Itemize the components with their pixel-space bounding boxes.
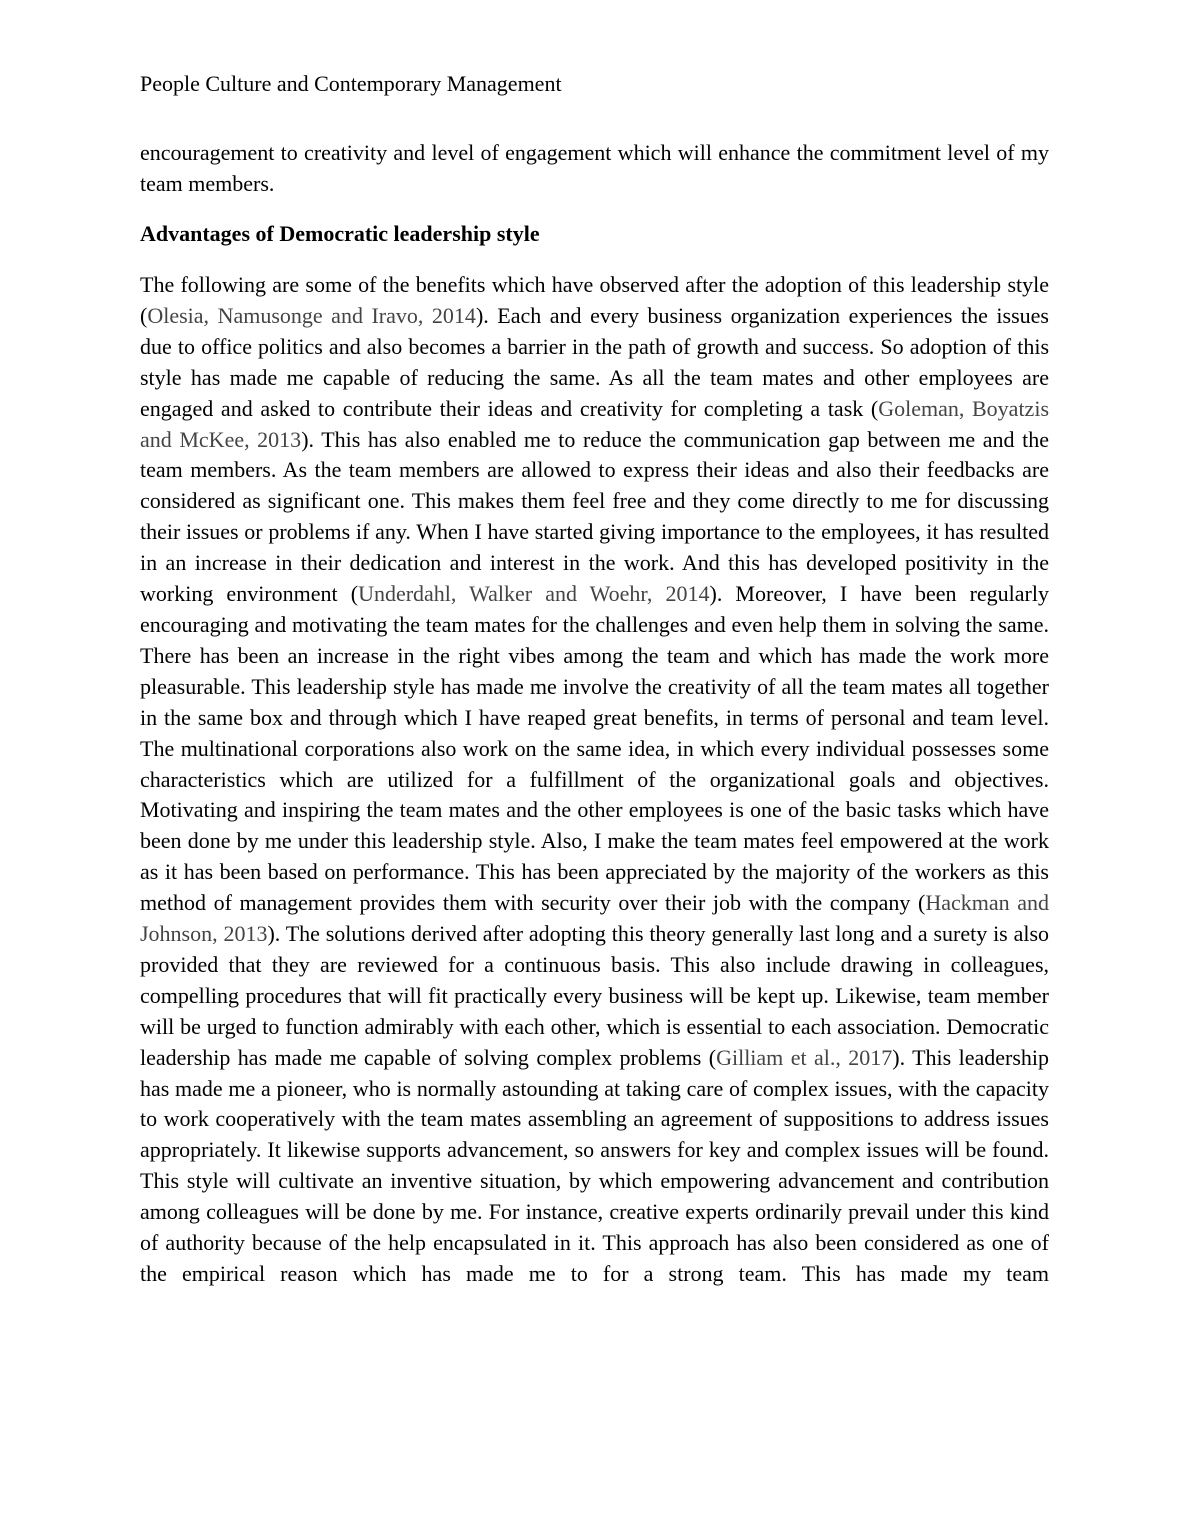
intro-paragraph: encouragement to creativity and level of engagement which will enhance the commitment level of my team members. — [140, 140, 1049, 196]
page-header-title: People Culture and Contemporary Management — [140, 71, 562, 96]
citation: Hackman and Johnson, 2013 — [140, 890, 1049, 947]
paragraph-text: ). Each and every business organization experiences the issues due to office politics and also becomes a barrier in the path of growth and success. So adoption of this style has made me capable of reducing the same. As all the team mates and other employees are engaged and asked to contribute their ideas and creativity for completing a task ( — [140, 302, 1049, 421]
section-heading: Advantages of Democratic leadership style — [140, 221, 540, 246]
citation: Gilliam et al., 2017 — [716, 1044, 893, 1070]
paragraph-text: The following are some of the benefits which have observed after the adoption of this leadership style ( — [140, 272, 1049, 328]
citation: Olesia, Namusonge and Iravo, 2014 — [147, 302, 476, 328]
paragraph-text: ). This leadership has made me a pioneer, who is normally astounding at taking care of complex issues, with the capacity to work cooperatively with the team mates assembling an agreement of suppositions to address issues appropriately. It likewise supports advancement, so answers for key and complex issues will be found. This style will cultivate an inventive situation, by which empowering advancement and contribution among colleagues will be done by me. For instance, creative experts ordinarily prevail under this kind of authority because of the help encapsulated in it. This approach has also been considered as one of the empirical reason which has made me to for a strong team. This has made my team — [140, 1044, 1049, 1286]
citation: Underdahl, Walker and Woehr, 2014 — [358, 581, 710, 607]
paragraph-text: ). This has also enabled me to reduce the communication gap between me and the team members. As the team members are allowed to express their ideas and also their feedbacks are considered as significant one. This makes them feel free and they come directly to me for discussing their issues or problems if any. When I have started giving importance to the employees, it has resulted in an increase in their dedication and interest in the work. And this has developed positivity in the working environment ( — [140, 426, 1049, 607]
paragraph-text: ). The solutions derived after adopting this theory generally last long and a surety is also provided that they are reviewed for a continuous basis. This also include drawing in colleagues, compelling procedures that will fit practically every business will be kept up. Likewise, team member will be urged to function admirably with each other, which is essential to each association. Democratic leadership has made me capable of solving complex problems ( — [140, 921, 1050, 1070]
citation: Goleman, Boyatzis and McKee, 2013 — [140, 395, 1050, 452]
advantages-paragraph — [140, 270, 1049, 1290]
paragraph-text: ). Moreover, I have been regularly encouraging and motivating the team mates for the challenges and even help them in solving the same. There has been an increase in the right vibes among the team and which has made the work more pleasurable. This leadership style has made me involve the creativity of all the team mates all together in the same box and through which I have reaped great benefits, in terms of personal and team level. The multinational corporations also work on the same idea, in which every individual possesses some characteristics which are utilized for a fulfillment of the organizational goals and objectives. Motivating and inspiring the team mates and the other employees is one of the basic tasks which have been done by me under this leadership style. Also, I make the team mates feel empowered at the work as it has been based on performance. This has been appreciated by the majority of the workers as this method of management provides them with security over their job with the company ( — [140, 581, 1049, 916]
